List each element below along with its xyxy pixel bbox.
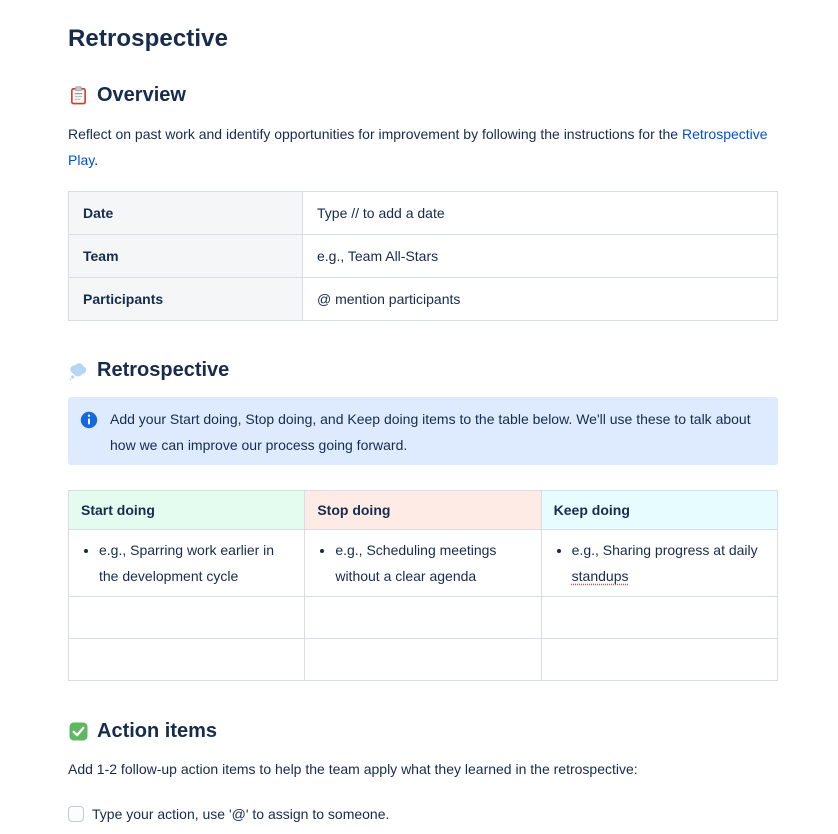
retro-table-empty-row xyxy=(69,597,778,639)
empty-cell[interactable] xyxy=(541,597,777,639)
task-item xyxy=(68,802,778,826)
info-icon xyxy=(80,411,98,432)
keep-doing-example-cell[interactable] xyxy=(541,530,777,597)
row-label-cell[interactable]: Date xyxy=(69,192,303,235)
table-row xyxy=(69,192,778,235)
stop-doing-example-cell[interactable] xyxy=(305,530,541,597)
row-label-cell[interactable]: Team xyxy=(69,235,303,278)
empty-cell[interactable] xyxy=(69,639,305,681)
clipboard-icon xyxy=(68,86,88,106)
empty-cell[interactable] xyxy=(69,597,305,639)
retrospective-heading-label: Retrospective xyxy=(97,359,230,381)
row-value-cell[interactable]: Type // to add a date xyxy=(303,192,778,235)
action-items-heading-label: Action items xyxy=(97,720,218,742)
retrospective-heading xyxy=(68,359,778,382)
row-label-cell[interactable]: Participants xyxy=(69,278,303,321)
page-title: Retrospective xyxy=(68,25,229,52)
info-panel xyxy=(68,397,778,465)
empty-cell[interactable] xyxy=(541,639,777,681)
overview-description xyxy=(68,121,778,173)
overview-heading-label: Overview xyxy=(97,84,186,106)
overview-heading xyxy=(68,84,778,107)
retro-table-header-row xyxy=(69,491,778,530)
stop-doing-header-cell[interactable]: Stop doing xyxy=(305,491,541,530)
overview-description-text: Reflect on past work and identify opportunities for improvement by following the instructions for the xyxy=(68,126,682,142)
list-item: • e.g., Scheduling meetings without a clear agenda xyxy=(335,537,528,589)
row-value-cell[interactable]: e.g., Team All-Stars xyxy=(303,235,778,278)
check-box-icon xyxy=(68,722,88,742)
retrospective-play-link[interactable]: Retrospective Play xyxy=(68,126,768,168)
start-doing-header-cell[interactable]: Start doing xyxy=(69,491,305,530)
thought-bubble-icon xyxy=(68,361,88,381)
task-placeholder-text[interactable]: Type your action, use '@' to assign to someone. xyxy=(92,806,390,822)
action-items-description: Add 1-2 follow-up action items to help the team apply what they learned in the retrospective: xyxy=(68,761,638,777)
info-panel-text: Add your Start doing, Stop doing, and Keep doing items to the table below. We'll use these to talk about how we can improve our process going forward. xyxy=(110,411,751,453)
retro-table-empty-row xyxy=(69,639,778,681)
list-item xyxy=(572,537,765,589)
keep-doing-header-cell[interactable]: Keep doing xyxy=(541,491,777,530)
row-value-cell[interactable]: @ mention participants xyxy=(303,278,778,321)
table-row xyxy=(69,278,778,321)
empty-cell[interactable] xyxy=(305,639,541,681)
task-checkbox[interactable] xyxy=(68,806,84,822)
list-item-text: e.g., Sharing progress at daily xyxy=(571,542,758,558)
start-doing-example-cell[interactable] xyxy=(69,530,305,597)
empty-cell[interactable] xyxy=(305,597,541,639)
overview-table xyxy=(68,191,778,321)
overview-description-period: . xyxy=(94,152,99,168)
retro-table-example-row xyxy=(69,530,778,597)
misspelled-word: standups xyxy=(571,568,629,584)
retro-table xyxy=(68,490,778,681)
list-item: • e.g., Sparring work earlier in the development cycle xyxy=(99,537,292,589)
action-items-heading xyxy=(68,720,778,743)
table-row xyxy=(69,235,778,278)
